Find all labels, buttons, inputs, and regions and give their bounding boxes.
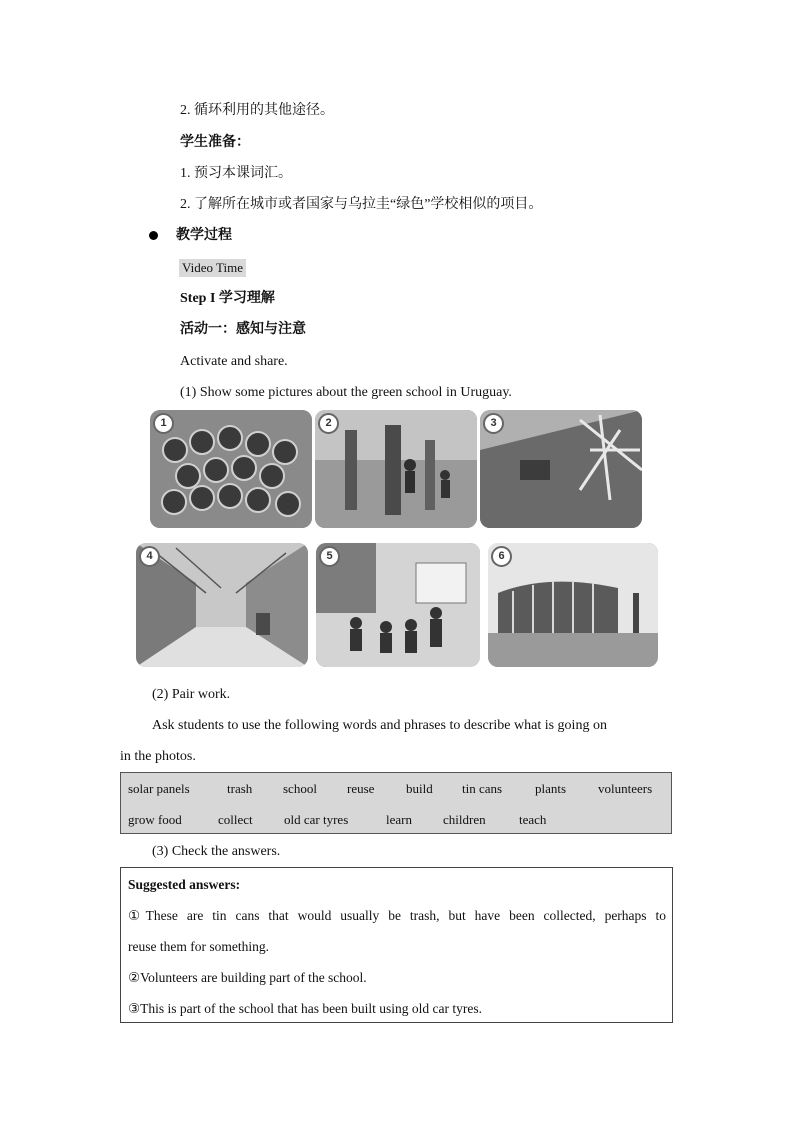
step-heading: Step I 学习理解 (180, 291, 275, 306)
answer-1-line-2: reuse them for something. (128, 939, 269, 954)
classroom-illustration (316, 543, 480, 667)
word-trash: trash (227, 781, 253, 796)
roof-illustration (480, 410, 642, 528)
word-old-car-tyres: old car tyres (284, 812, 349, 827)
word-learn: learn (386, 812, 412, 827)
tin-cans-illustration (150, 410, 312, 528)
process-heading: 教学过程 (176, 228, 232, 243)
word-build: build (406, 781, 433, 796)
word-plants: plants (535, 781, 567, 796)
task-3: (3) Check the answers. (152, 844, 281, 859)
task-1: (1) Show some pictures about the green school in Uruguay. (180, 385, 512, 400)
student-prep-item-2: 2. 了解所在城市或者国家与乌拉圭“绿色”学校相似的项目。 (180, 197, 543, 212)
corridor-illustration (136, 543, 308, 667)
task-2: (2) Pair work. (152, 687, 231, 702)
word-teach: teach (519, 812, 547, 827)
word-reuse: reuse (347, 781, 375, 796)
word-grow-food: grow food (128, 812, 182, 827)
word-bank-box (120, 772, 672, 834)
activate-text: Activate and share. (180, 354, 288, 369)
volunteers-illustration (315, 410, 477, 528)
photo-roof-structure (480, 410, 642, 528)
word-tin-cans: tin cans (462, 781, 503, 796)
instruction-line-2: in the photos. (120, 749, 196, 764)
prep-item-2: 2. 循环利用的其他途径。 (180, 103, 334, 118)
photo-corridor (136, 543, 308, 667)
photo-school-building (488, 543, 658, 667)
photo-number-5: 5 (319, 546, 340, 567)
word-children: children (443, 812, 486, 827)
photo-volunteers-building (315, 410, 477, 528)
student-prep-heading: 学生准备： (180, 135, 250, 150)
answer-2: ②Volunteers are building part of the school. (128, 970, 367, 985)
answers-heading: Suggested answers: (128, 877, 241, 892)
activity-heading: 活动一：感知与注意 (180, 322, 306, 337)
photo-number-6: 6 (491, 546, 512, 567)
answer-1-line-1: ①These are tin cans that would usually be trash, but have been collected, perhaps to (128, 908, 666, 923)
answers-box (120, 867, 673, 1023)
instruction-line-1: Ask students to use the following words and phrases to describe what is going on (152, 718, 607, 733)
photo-number-4: 4 (139, 546, 160, 567)
bullet-icon (149, 231, 158, 240)
word-school: school (283, 781, 317, 796)
photo-number-2: 2 (318, 413, 339, 434)
answer-3: ③This is part of the school that has been built using old car tyres. (128, 1001, 483, 1016)
photo-classroom (316, 543, 480, 667)
word-volunteers: volunteers (598, 781, 653, 796)
photo-number-1: 1 (153, 413, 174, 434)
video-time-label: Video Time (179, 259, 246, 277)
photo-tin-cans (150, 410, 312, 528)
word-collect: collect (218, 812, 253, 827)
building-illustration (488, 543, 658, 667)
photo-number-3: 3 (483, 413, 504, 434)
student-prep-item-1: 1. 预习本课词汇。 (180, 166, 292, 181)
word-solar-panels: solar panels (128, 781, 190, 796)
